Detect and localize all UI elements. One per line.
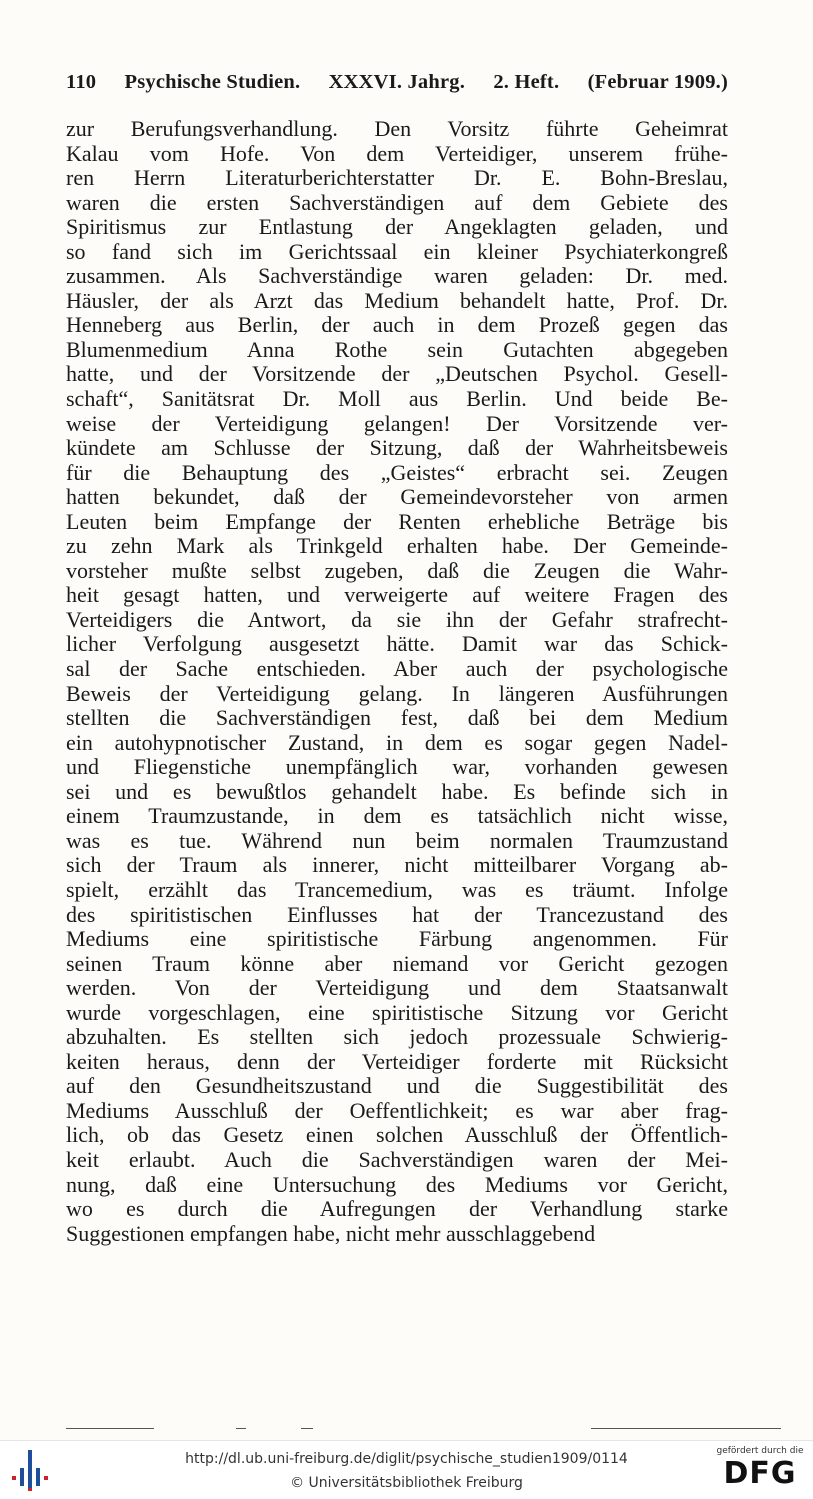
copyright-notice: © Universitätsbibliothek Freiburg: [290, 1475, 523, 1491]
text-line: Mediums Ausschluß der Oeffentlichkeit; es war aber frag-: [66, 1098, 728, 1123]
text-line: zusammen. Als Sachverständige waren geladen: Dr. med.: [66, 264, 728, 289]
text-line: einem Traumzustande, in dem es tatsächlich nicht wisse,: [66, 804, 728, 829]
text-line: hatte, und der Vorsitzende der „Deutschen Psychol. Gesell-: [66, 362, 728, 387]
text-line: und Fliegenstiche unempfänglich war, vorhanden gewesen: [66, 755, 728, 780]
text-line: lich, ob das Gesetz einen solchen Ausschluß der Öffentlich-: [66, 1123, 728, 1148]
text-line: Suggestionen empfangen habe, nicht mehr ausschlaggebend: [66, 1221, 596, 1246]
text-line: Verteidigers die Antwort, da sie ihn der Gefahr strafrecht-: [66, 607, 728, 632]
running-head: [66, 71, 728, 94]
issue-label: 2. Heft.: [493, 71, 560, 93]
text-line: licher Verfolgung ausgesetzt hätte. Damit war das Schick-: [66, 632, 728, 657]
text-line: schaft“, Sanitätsrat Dr. Moll aus Berlin. Und beide Be-: [66, 387, 728, 412]
journal-title: Psychische Studien.: [124, 71, 301, 93]
text-line: spielt, erzählt das Trancemedium, was es träumt. Infolge: [66, 877, 728, 902]
text-line: waren die ersten Sachverständigen auf dem Gebiete des: [66, 190, 728, 215]
text-line: wurde vorgeschlagen, eine spiritistische Sitzung vor Gericht: [66, 1000, 728, 1025]
issue-date: (Februar 1909.): [587, 71, 728, 93]
text-line: zu zehn Mark als Trinkgeld erhalten habe. Der Gemeinde-: [66, 534, 728, 559]
dfg-funding-badge: [715, 1446, 805, 1496]
text-line: Leuten beim Empfange der Renten erhebliche Beträge bis: [66, 509, 728, 534]
text-line: werden. Von der Verteidigung und dem Staatsanwalt: [66, 976, 728, 1001]
text-line: sal der Sache entschieden. Aber auch der psychologische: [66, 657, 728, 682]
text-line: für die Behauptung des „Geistes“ erbracht sei. Zeugen: [66, 460, 728, 485]
dfg-caption: gefördert durch die: [716, 1446, 804, 1456]
text-line: weise der Verteidigung gelangen! Der Vorsitzende ver-: [66, 411, 728, 436]
page-number: 110: [66, 71, 97, 93]
permalink-url[interactable]: http://dl.ub.uni-freiburg.de/diglit/psychische_studien1909/0114: [185, 1451, 628, 1467]
text-line: so fand sich im Gerichtssaal ein kleiner Psychiaterkongreß: [66, 239, 728, 264]
text-line: keit erlaubt. Auch die Sachverständigen waren der Mei-: [66, 1147, 728, 1172]
text-line: hatten bekundet, daß der Gemeindevorsteher von armen: [66, 485, 728, 510]
text-line: was es tue. Während nun beim normalen Traumzustand: [66, 828, 728, 853]
text-line: stellten die Sachverständigen fest, daß bei dem Medium: [66, 706, 728, 731]
text-line: des spiritistischen Einflusses hat der Trancezustand des: [66, 902, 728, 927]
text-line: abzuhalten. Es stellten sich jedoch prozessuale Schwierig-: [66, 1025, 728, 1050]
text-line: auf den Gesundheitszustand und die Suggestibilität des: [66, 1074, 728, 1099]
text-line: nung, daß eine Untersuchung des Mediums vor Gericht,: [66, 1172, 728, 1197]
text-line: Spiritismus zur Entlastung der Angeklagten geladen, und: [66, 215, 728, 240]
text-line: Beweis der Verteidigung gelang. In längeren Ausführungen: [66, 681, 728, 706]
text-line: seinen Traum könne aber niemand vor Gericht gezogen: [66, 951, 728, 976]
text-line: wo es durch die Aufregungen der Verhandlung starke: [66, 1197, 728, 1222]
text-line: heit gesagt hatten, und verweigerte auf weitere Fragen des: [66, 583, 728, 608]
text-line: zur Berufungsverhandlung. Den Vorsitz führte Geheimrat: [66, 117, 728, 141]
dfg-logo: DFG: [723, 1456, 797, 1491]
text-line: Kalau vom Hofe. Von dem Verteidiger, unserem frühe-: [66, 141, 728, 166]
volume-label: XXXVI. Jahrg.: [328, 71, 466, 93]
viewer-footer: [0, 1440, 813, 1499]
text-line: keiten heraus, denn der Verteidiger forderte mit Rücksicht: [66, 1049, 728, 1074]
text-line: Henneberg aus Berlin, der auch in dem Prozeß gegen das: [66, 313, 728, 338]
text-line: vorsteher mußte selbst zugeben, daß die Zeugen die Wahr-: [66, 558, 728, 583]
text-line: sich der Traum als innerer, nicht mitteilbarer Vorgang ab-: [66, 853, 728, 878]
text-line: Mediums eine spiritistische Färbung angenommen. Für: [66, 927, 728, 952]
text-line: Häusler, der als Arzt das Medium behandelt hatte, Prof. Dr.: [66, 288, 728, 313]
text-line: ein autohypnotischer Zustand, in dem es sogar gegen Nadel-: [66, 730, 728, 755]
body-text: [66, 117, 728, 1246]
text-line: sei und es bewußtlos gehandelt habe. Es befinde sich in: [66, 779, 728, 804]
text-line: ren Herrn Literaturberichterstatter Dr. E. Bohn-Breslau,: [66, 166, 728, 191]
text-line: Blumenmedium Anna Rothe sein Gutachten abgegeben: [66, 337, 728, 362]
text-line: kündete am Schlusse der Sitzung, daß der Wahrheitsbeweis: [66, 436, 728, 461]
bottom-rule: [66, 1428, 728, 1430]
